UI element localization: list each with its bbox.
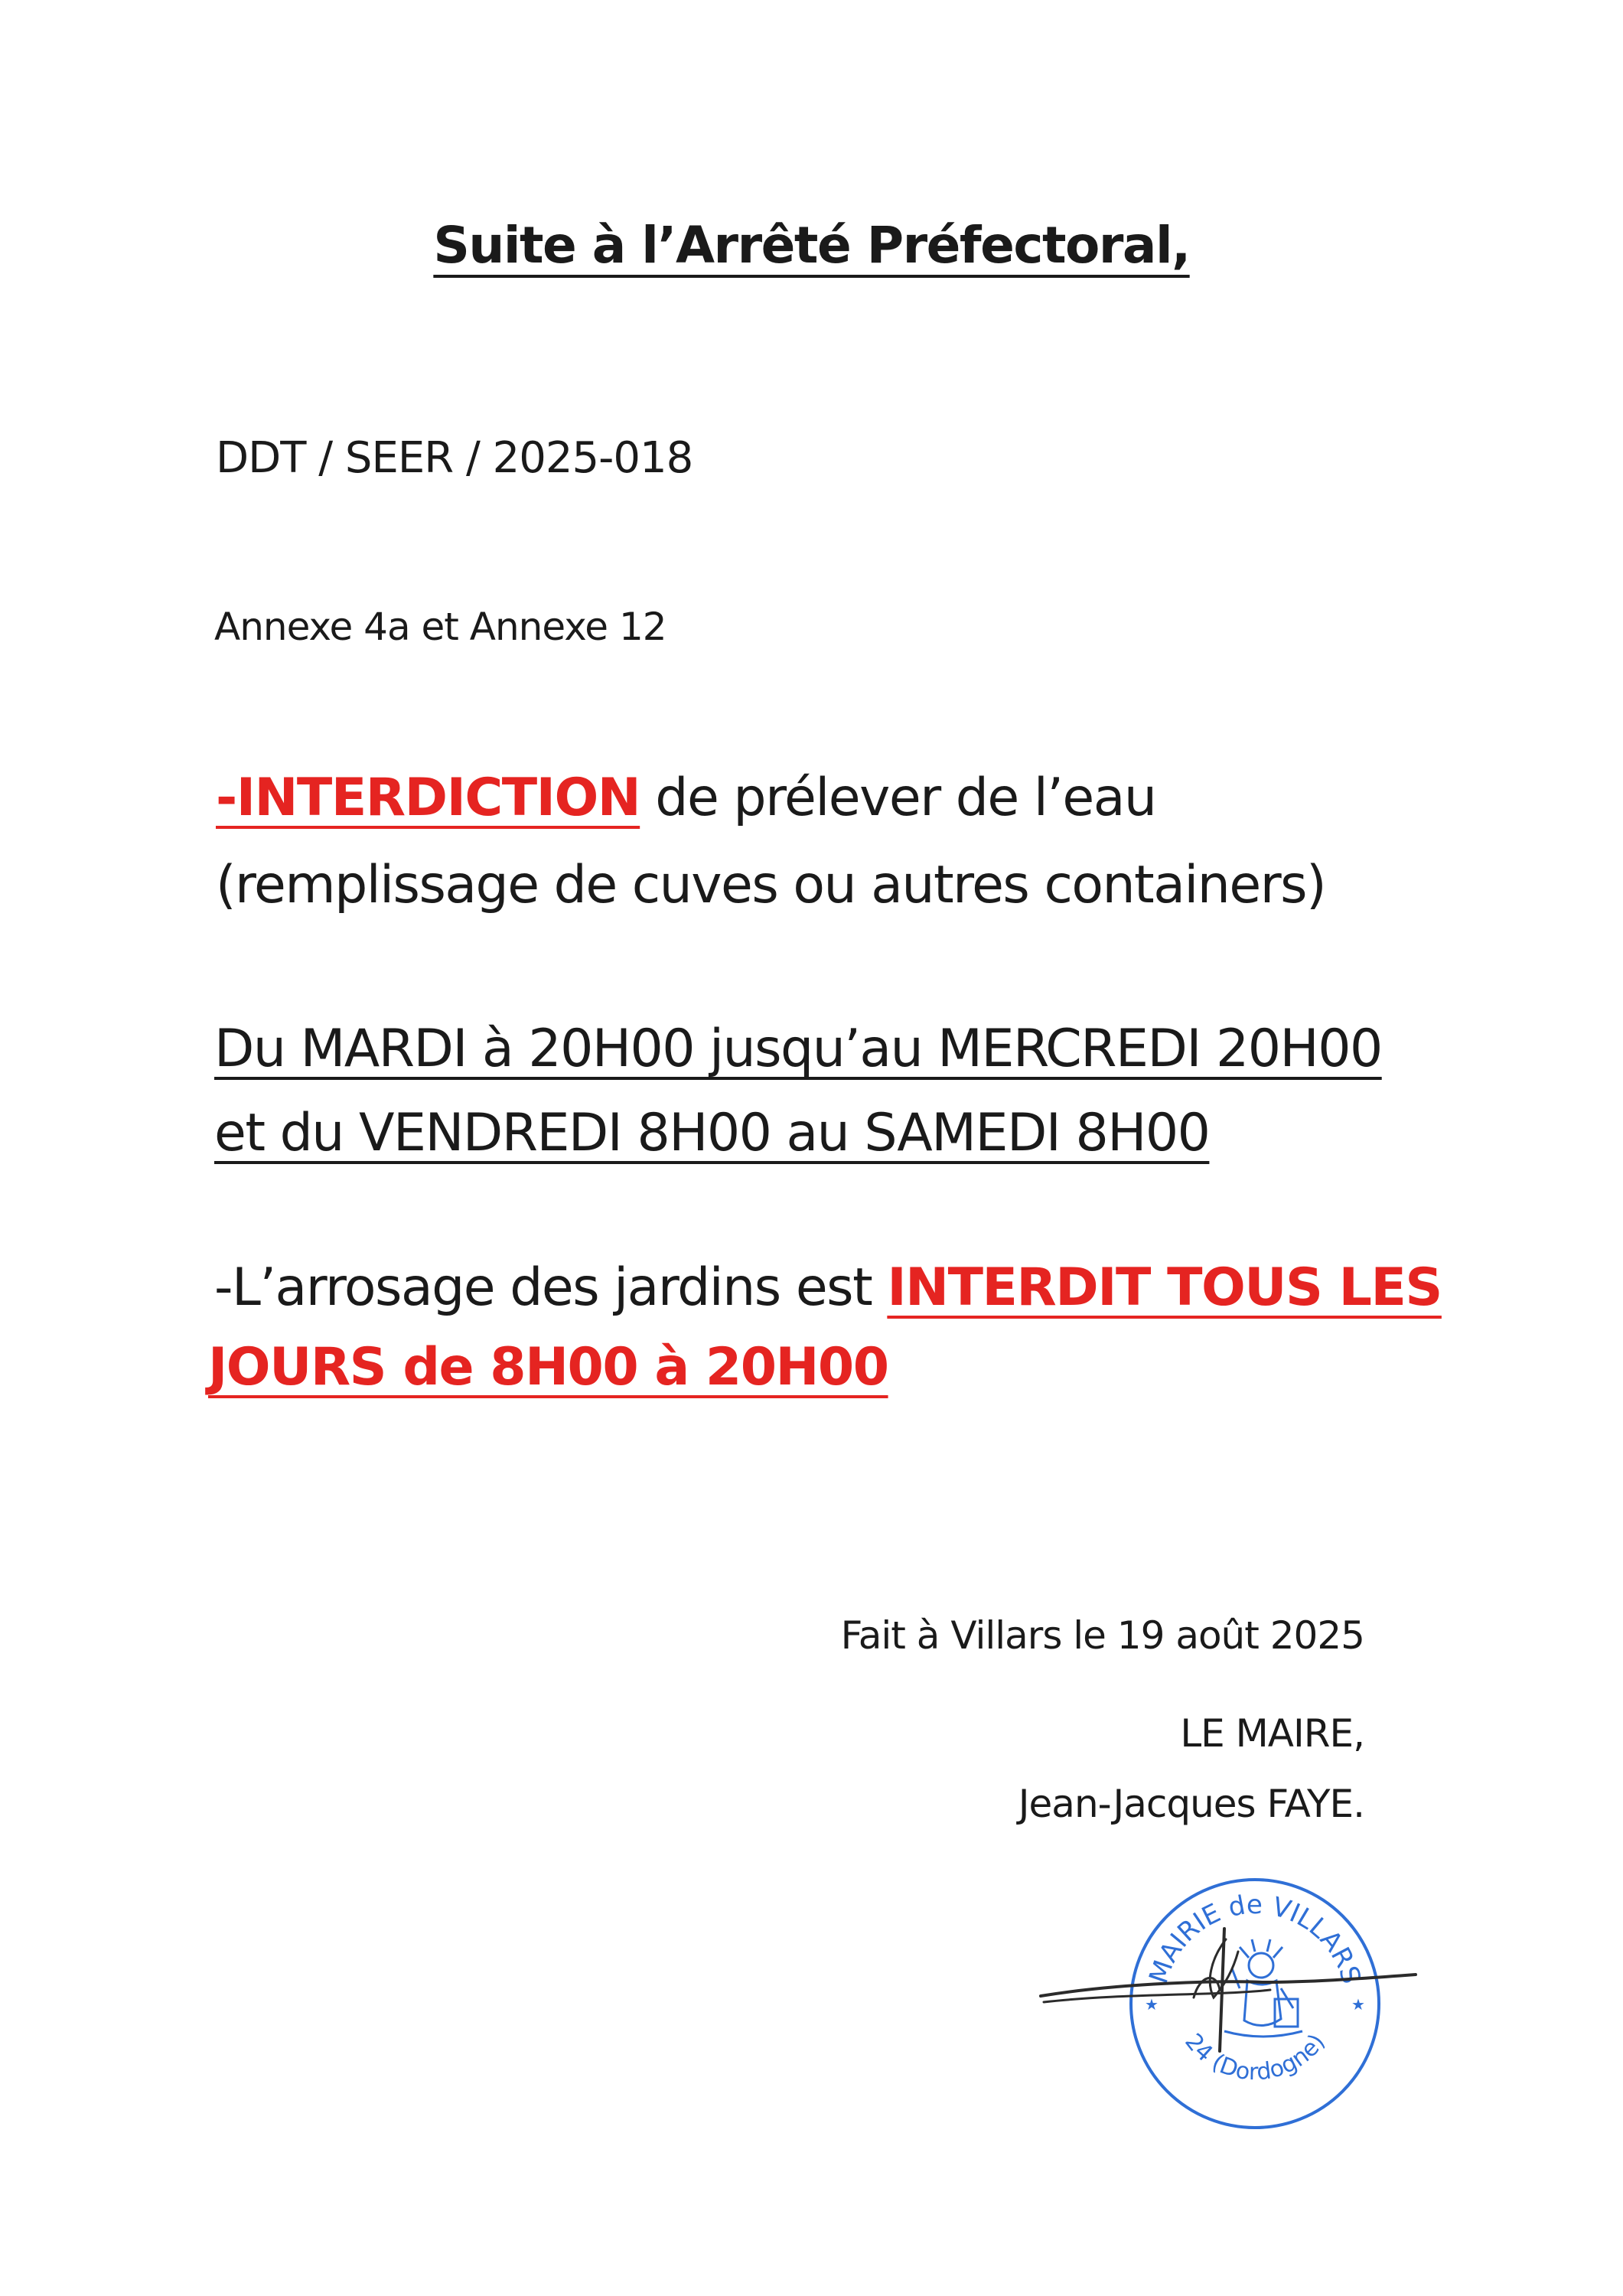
prohibition-1-line-1 <box>216 764 1156 833</box>
page-title: Suite à l’Arrêté Préfectoral, <box>433 216 1190 275</box>
prohibition-2-highlight-1: INTERDIT TOUS LES <box>887 1257 1442 1318</box>
schedule-line-1: Du MARDI à 20H00 jusqu’au MERCREDI 20H00 <box>214 1019 1382 1079</box>
prohibition-2-line-2 <box>208 1333 888 1402</box>
stamp-star-right-icon: ★ <box>1351 1995 1365 2014</box>
stamp-star-left-icon: ★ <box>1145 1995 1159 2014</box>
place-and-date: Fait à Villars le 19 août 2025 <box>840 1613 1364 1658</box>
prohibition-2-highlight-2: JOURS de 8H00 à 20H00 <box>208 1337 888 1397</box>
signatory-name: Jean-Jacques FAYE. <box>1018 1782 1364 1826</box>
prohibition-2-text: -L’arrosage des jardins est <box>214 1257 888 1318</box>
annex-reference: Annexe 4a et Annexe 12 <box>214 605 666 649</box>
signatory-title: LE MAIRE, <box>1180 1711 1364 1756</box>
decree-reference: DDT / SEER / 2025-018 <box>216 433 693 483</box>
prohibition-1-line-2: (remplissage de cuves ou autres containers) <box>216 855 1326 915</box>
prohibition-1-highlight: -INTERDICTION <box>216 768 640 828</box>
schedule-line-2: et du VENDREDI 8H00 au SAMEDI 8H00 <box>214 1103 1210 1163</box>
mayor-signature-icon <box>1033 1867 1431 2066</box>
prohibition-1-text: de prélever de l’eau <box>640 768 1156 828</box>
stamp-bottom-text: 24 (Dordogne) <box>1179 2028 1331 2086</box>
prohibition-2-line-1 <box>214 1254 1442 1322</box>
stamp-top-text: MAIRIE de VILLARS <box>1143 1889 1367 1988</box>
